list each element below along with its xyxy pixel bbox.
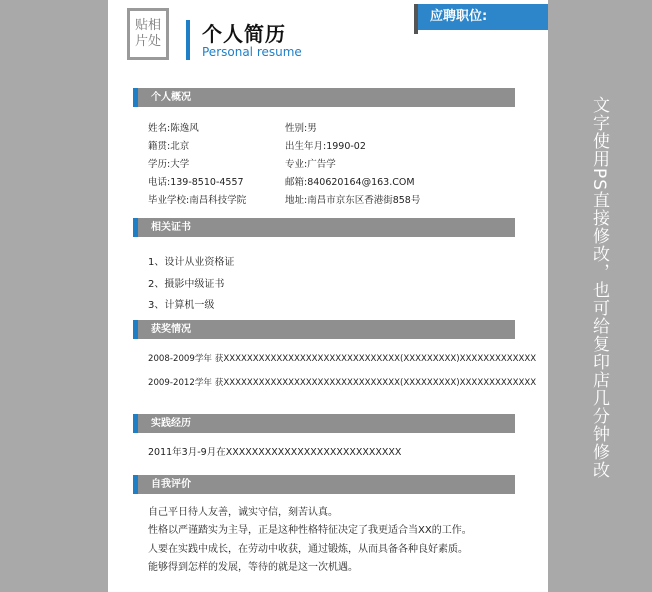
section-marker [133, 218, 138, 237]
field-phone: 电话:139-8510-4557 [148, 177, 244, 188]
field-birth: 出生年月:1990-02 [285, 141, 366, 152]
side-note: 文字使用PS直接修改，也可给复印店几分钟修改 [589, 96, 609, 480]
field-email: 邮箱:840620164@163.COM [285, 177, 415, 188]
section-marker [133, 320, 138, 339]
field-school: 毕业学校:南昌科技学院 [148, 195, 247, 206]
section-title: 自我评价 [151, 479, 191, 490]
photo-placeholder [127, 8, 169, 60]
award-item: 2008-2009学年 获XXXXXXXXXXXXXXXXXXXXXXXXXXXXXX(XXXXXXXXX)XXXXXXXXXXXXX [148, 354, 537, 364]
section-title: 实践经历 [151, 418, 191, 429]
field-gender: 性别:男 [285, 123, 317, 134]
self-eval-line: 能够得到怎样的发展，等待的就是这一次机遇。 [148, 562, 358, 573]
self-eval-line: 人要在实践中成长，在劳动中收获，通过锻炼，从而具备各种良好素质。 [148, 544, 468, 555]
section-title: 相关证书 [151, 222, 191, 233]
field-hometown: 籍贯:北京 [148, 141, 190, 152]
photo-label: 贴相片处 [134, 18, 161, 49]
page-subtitle: Personal resume [202, 45, 302, 59]
section-marker [133, 475, 138, 494]
page-title: 个人简历 [202, 22, 286, 46]
title-accent-bar [186, 20, 190, 60]
self-eval-line: 自己平日待人友善，诚实守信，刻苦认真。 [148, 507, 338, 518]
section-marker [133, 414, 138, 433]
section-marker [133, 88, 138, 107]
section-title: 个人概况 [151, 92, 191, 103]
section-title: 获奖情况 [151, 324, 191, 335]
field-name: 姓名:陈逸风 [148, 123, 199, 134]
award-item: 2009-2012学年 获XXXXXXXXXXXXXXXXXXXXXXXXXXXXXX(XXXXXXXXX)XXXXXXXXXXXXX [148, 378, 537, 388]
cert-item: 3、计算机一级 [148, 300, 215, 311]
field-major: 专业:广告学 [285, 159, 336, 170]
section-header-self [133, 475, 515, 494]
section-header-overview [133, 88, 515, 107]
job-position-label: 应聘职位: [418, 4, 548, 30]
cert-item: 2、摄影中级证书 [148, 279, 225, 290]
cert-item: 1、设计从业资格证 [148, 257, 235, 268]
self-eval-line: 性格以严谨踏实为主导，正是这种性格特征决定了我更适合当XX的工作。 [148, 525, 472, 536]
field-education: 学历:大学 [148, 159, 190, 170]
section-header-awards [133, 320, 515, 339]
field-address: 地址:南昌市京东区香港街858号 [285, 195, 421, 206]
practice-item: 2011年3月-9月在XXXXXXXXXXXXXXXXXXXXXXXXXXX [148, 447, 402, 458]
section-header-certs [133, 218, 515, 237]
section-header-practice [133, 414, 515, 433]
